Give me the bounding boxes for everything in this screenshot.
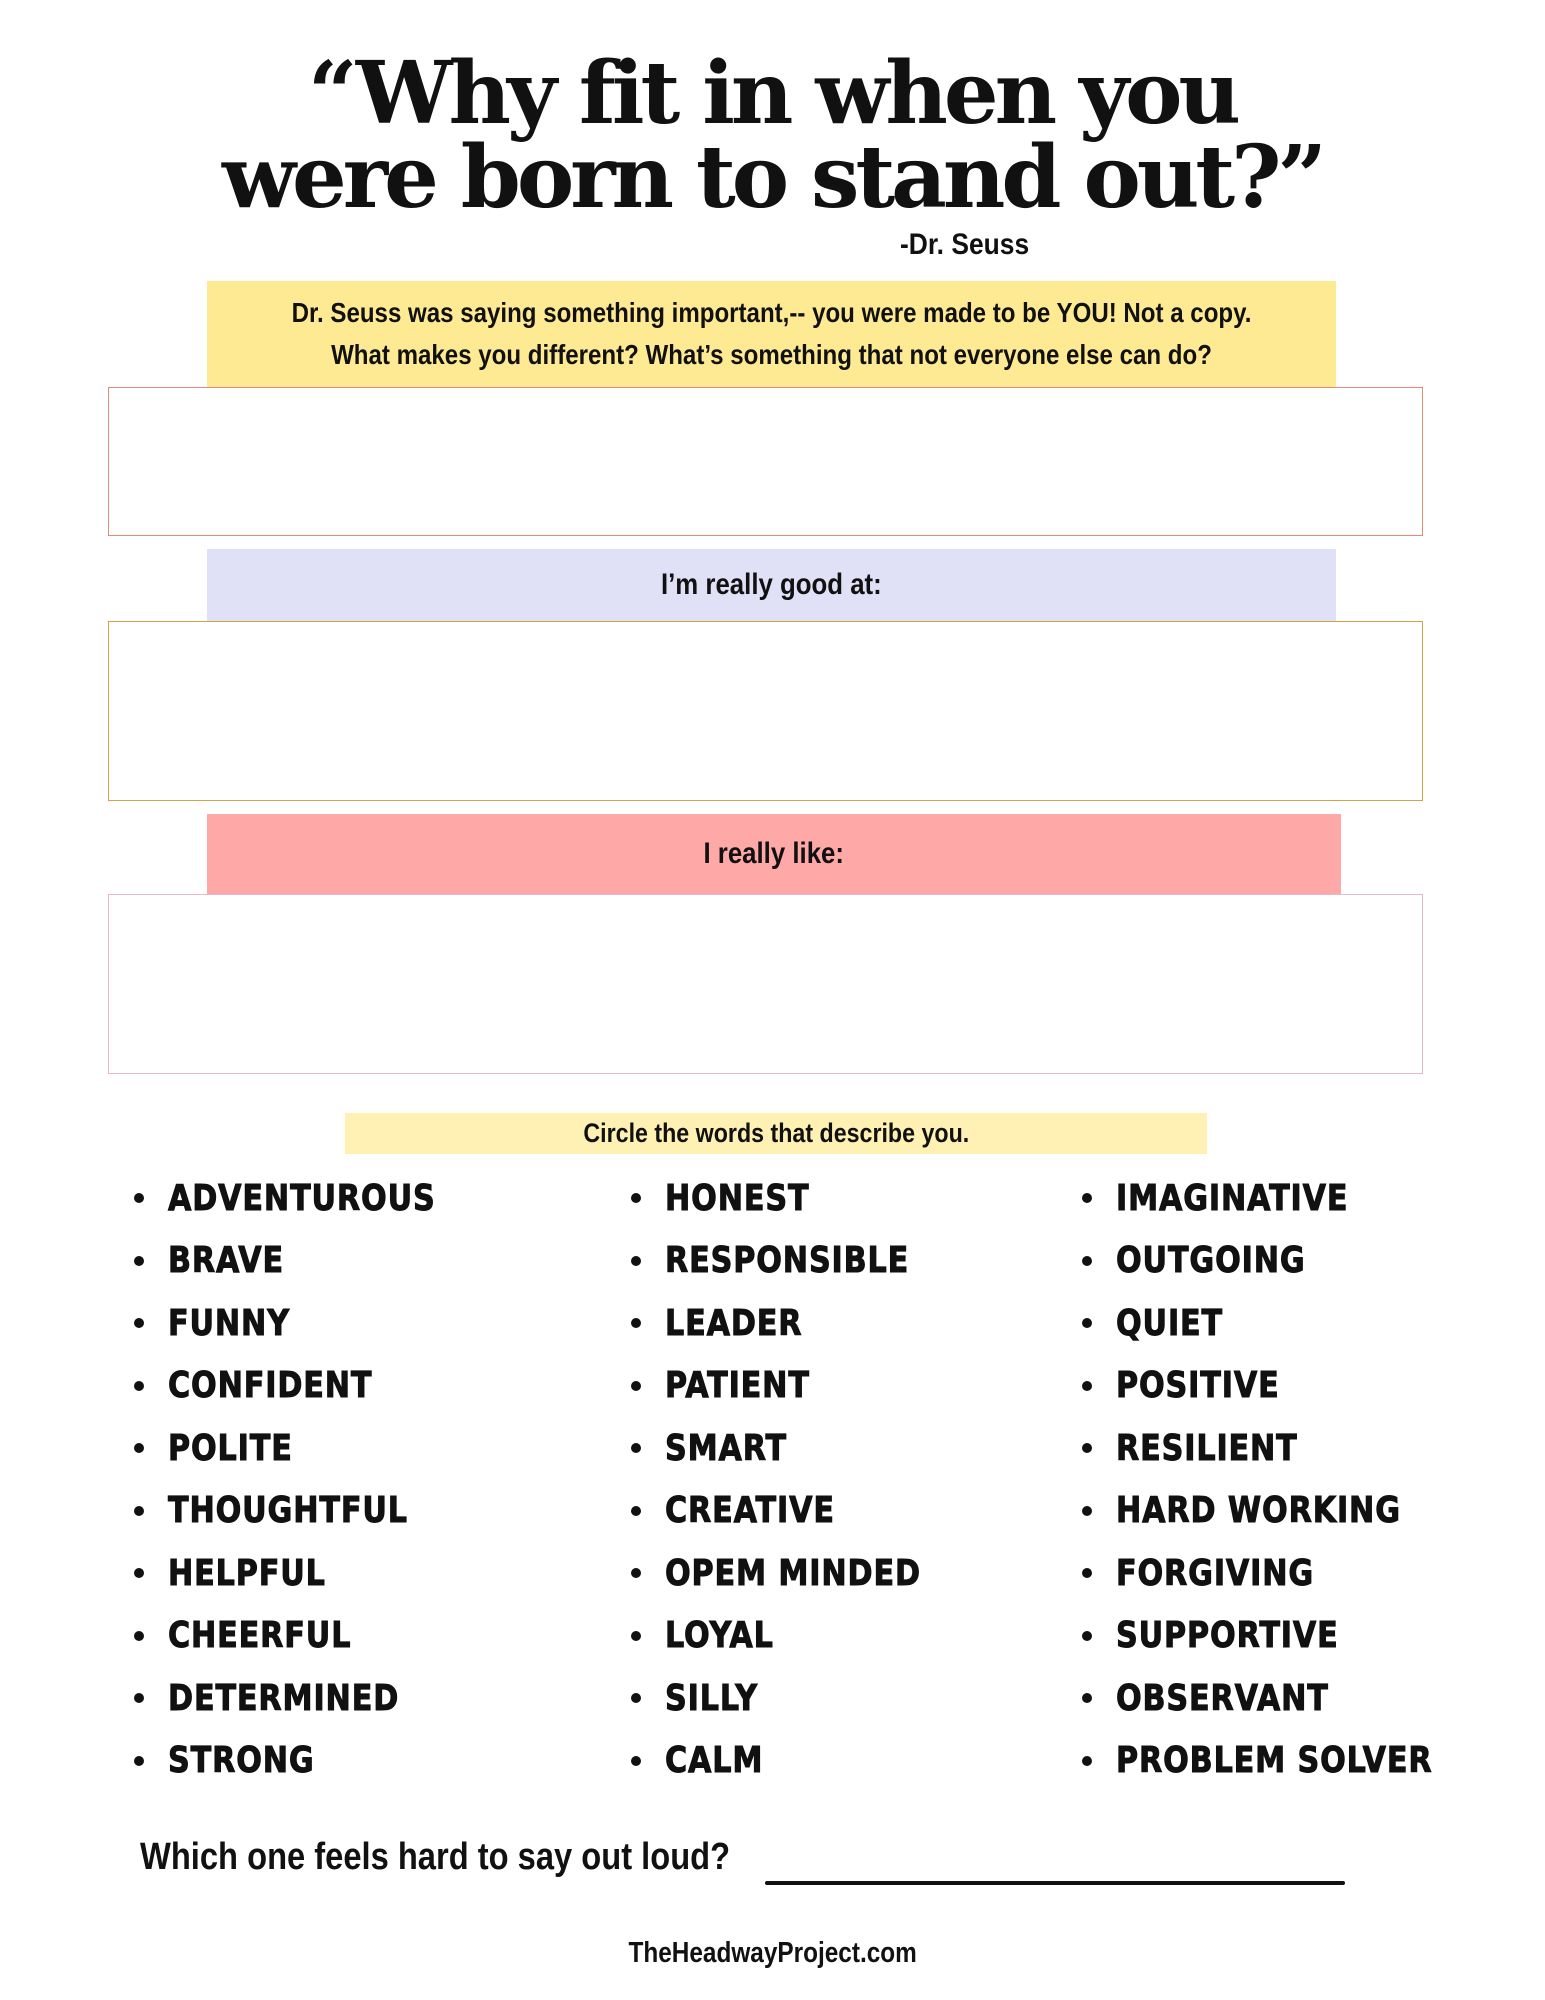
bullet-icon [631, 1693, 641, 1703]
word-item[interactable] [130, 1167, 487, 1230]
word-label: PATIENT [665, 1365, 810, 1407]
bullet-icon [134, 1256, 144, 1266]
bullet-icon [1082, 1381, 1092, 1391]
word-label: CHEERFUL [168, 1615, 352, 1657]
word-item[interactable] [627, 1730, 970, 1793]
word-item[interactable] [627, 1230, 970, 1293]
word-item[interactable] [130, 1355, 487, 1418]
bullet-icon [1082, 1318, 1092, 1328]
bullet-icon [631, 1443, 641, 1453]
word-label: FORGIVING [1116, 1552, 1315, 1594]
word-label: LEADER [665, 1302, 803, 1344]
word-label: OBSERVANT [1116, 1677, 1329, 1719]
word-item[interactable] [130, 1730, 487, 1793]
bullet-icon [134, 1568, 144, 1578]
word-label: HARD WORKING [1116, 1490, 1401, 1532]
bullet-icon [631, 1193, 641, 1203]
word-item[interactable] [130, 1542, 487, 1605]
word-item[interactable] [627, 1167, 970, 1230]
word-item[interactable] [1078, 1292, 1493, 1355]
word-label: THOUGHTFUL [168, 1490, 408, 1532]
footer-website [0, 1937, 1545, 1970]
hard-to-say-question: Which one feels hard to say out loud? [140, 1836, 731, 1878]
word-item[interactable] [130, 1292, 487, 1355]
word-item[interactable] [130, 1605, 487, 1668]
word-list-column-3 [1078, 1167, 1493, 1792]
word-item[interactable] [1078, 1230, 1493, 1293]
word-item[interactable] [1078, 1542, 1493, 1605]
good-at-label: I’m really good at: [661, 568, 882, 601]
word-label: POLITE [168, 1427, 293, 1469]
different-answer-box[interactable] [108, 387, 1423, 536]
word-label: BRAVE [168, 1240, 284, 1282]
word-label: CONFIDENT [168, 1365, 373, 1407]
bullet-icon [134, 1631, 144, 1641]
intro-prompt-text: Dr. Seuss was saying something important,-- you were made to be YOU! Not a copy. What makes you different? What’s something that not everyone else can do? [291, 297, 1252, 370]
bullet-icon [1082, 1443, 1092, 1453]
word-item[interactable] [627, 1355, 970, 1418]
word-item[interactable] [1078, 1605, 1493, 1668]
circle-words-label: Circle the words that describe you. [583, 1118, 969, 1148]
word-label: HELPFUL [168, 1552, 326, 1594]
word-label: SUPPORTIVE [1116, 1615, 1339, 1657]
word-item[interactable] [130, 1667, 487, 1730]
bullet-icon [631, 1381, 641, 1391]
word-item[interactable] [1078, 1355, 1493, 1418]
word-label: CALM [665, 1740, 764, 1782]
word-label: OPEM MINDED [665, 1552, 921, 1594]
word-item[interactable] [627, 1480, 970, 1543]
bullet-icon [134, 1443, 144, 1453]
bullet-icon [1082, 1193, 1092, 1203]
hard-to-say-answer-line[interactable] [765, 1881, 1345, 1885]
word-label: OUTGOING [1116, 1240, 1306, 1282]
quote-title [0, 43, 1545, 228]
intro-prompt-banner [207, 281, 1336, 387]
bullet-icon [631, 1506, 641, 1516]
word-item[interactable] [1078, 1730, 1493, 1793]
word-label: PROBLEM SOLVER [1116, 1740, 1433, 1782]
word-label: HONEST [665, 1177, 810, 1219]
word-label: LOYAL [665, 1615, 774, 1657]
quote-title-line-2: were born to stand out?” [222, 127, 1323, 228]
really-like-banner [207, 814, 1341, 894]
word-item[interactable] [130, 1480, 487, 1543]
word-label: FUNNY [168, 1302, 290, 1344]
quote-author: -Dr. Seuss [900, 228, 1030, 261]
good-at-banner [207, 549, 1336, 621]
bullet-icon [134, 1756, 144, 1766]
word-label: SILLY [665, 1677, 758, 1719]
word-label: DETERMINED [168, 1677, 400, 1719]
circle-words-banner [345, 1113, 1207, 1154]
good-at-answer-box[interactable] [108, 621, 1423, 801]
bullet-icon [631, 1256, 641, 1266]
really-like-label: I really like: [703, 837, 845, 870]
bullet-icon [1082, 1506, 1092, 1516]
bullet-icon [134, 1693, 144, 1703]
word-label: STRONG [168, 1740, 315, 1782]
bullet-icon [631, 1318, 641, 1328]
word-item[interactable] [1078, 1417, 1493, 1480]
word-item[interactable] [130, 1230, 487, 1293]
word-item[interactable] [130, 1417, 487, 1480]
bullet-icon [134, 1318, 144, 1328]
bullet-icon [631, 1568, 641, 1578]
word-label: QUIET [1116, 1302, 1224, 1344]
word-item[interactable] [627, 1605, 970, 1668]
bullet-icon [631, 1631, 641, 1641]
word-item[interactable] [1078, 1480, 1493, 1543]
bullet-icon [134, 1381, 144, 1391]
bullet-icon [1082, 1256, 1092, 1266]
word-list-column-1 [130, 1167, 487, 1792]
word-item[interactable] [627, 1542, 970, 1605]
quote-title-line-1: “Why fit in when you [308, 43, 1237, 144]
bullet-icon [1082, 1756, 1092, 1766]
word-label: CREATIVE [665, 1490, 835, 1532]
word-item[interactable] [627, 1292, 970, 1355]
bullet-icon [134, 1506, 144, 1516]
bullet-icon [1082, 1693, 1092, 1703]
word-item[interactable] [627, 1417, 970, 1480]
word-item[interactable] [1078, 1167, 1493, 1230]
bullet-icon [1082, 1631, 1092, 1641]
bullet-icon [1082, 1568, 1092, 1578]
word-label: SMART [665, 1427, 788, 1469]
really-like-answer-box[interactable] [108, 894, 1423, 1074]
word-label: RESPONSIBLE [665, 1240, 910, 1282]
word-label: POSITIVE [1116, 1365, 1280, 1407]
word-label: IMAGINATIVE [1116, 1177, 1349, 1219]
bullet-icon [631, 1756, 641, 1766]
footer-website-text: TheHeadwayProject.com [628, 1937, 917, 1969]
word-item[interactable] [627, 1667, 970, 1730]
word-item[interactable] [1078, 1667, 1493, 1730]
bullet-icon [134, 1193, 144, 1203]
word-label: RESILIENT [1116, 1427, 1298, 1469]
word-label: ADVENTUROUS [168, 1177, 436, 1219]
word-list-column-2 [627, 1167, 970, 1792]
